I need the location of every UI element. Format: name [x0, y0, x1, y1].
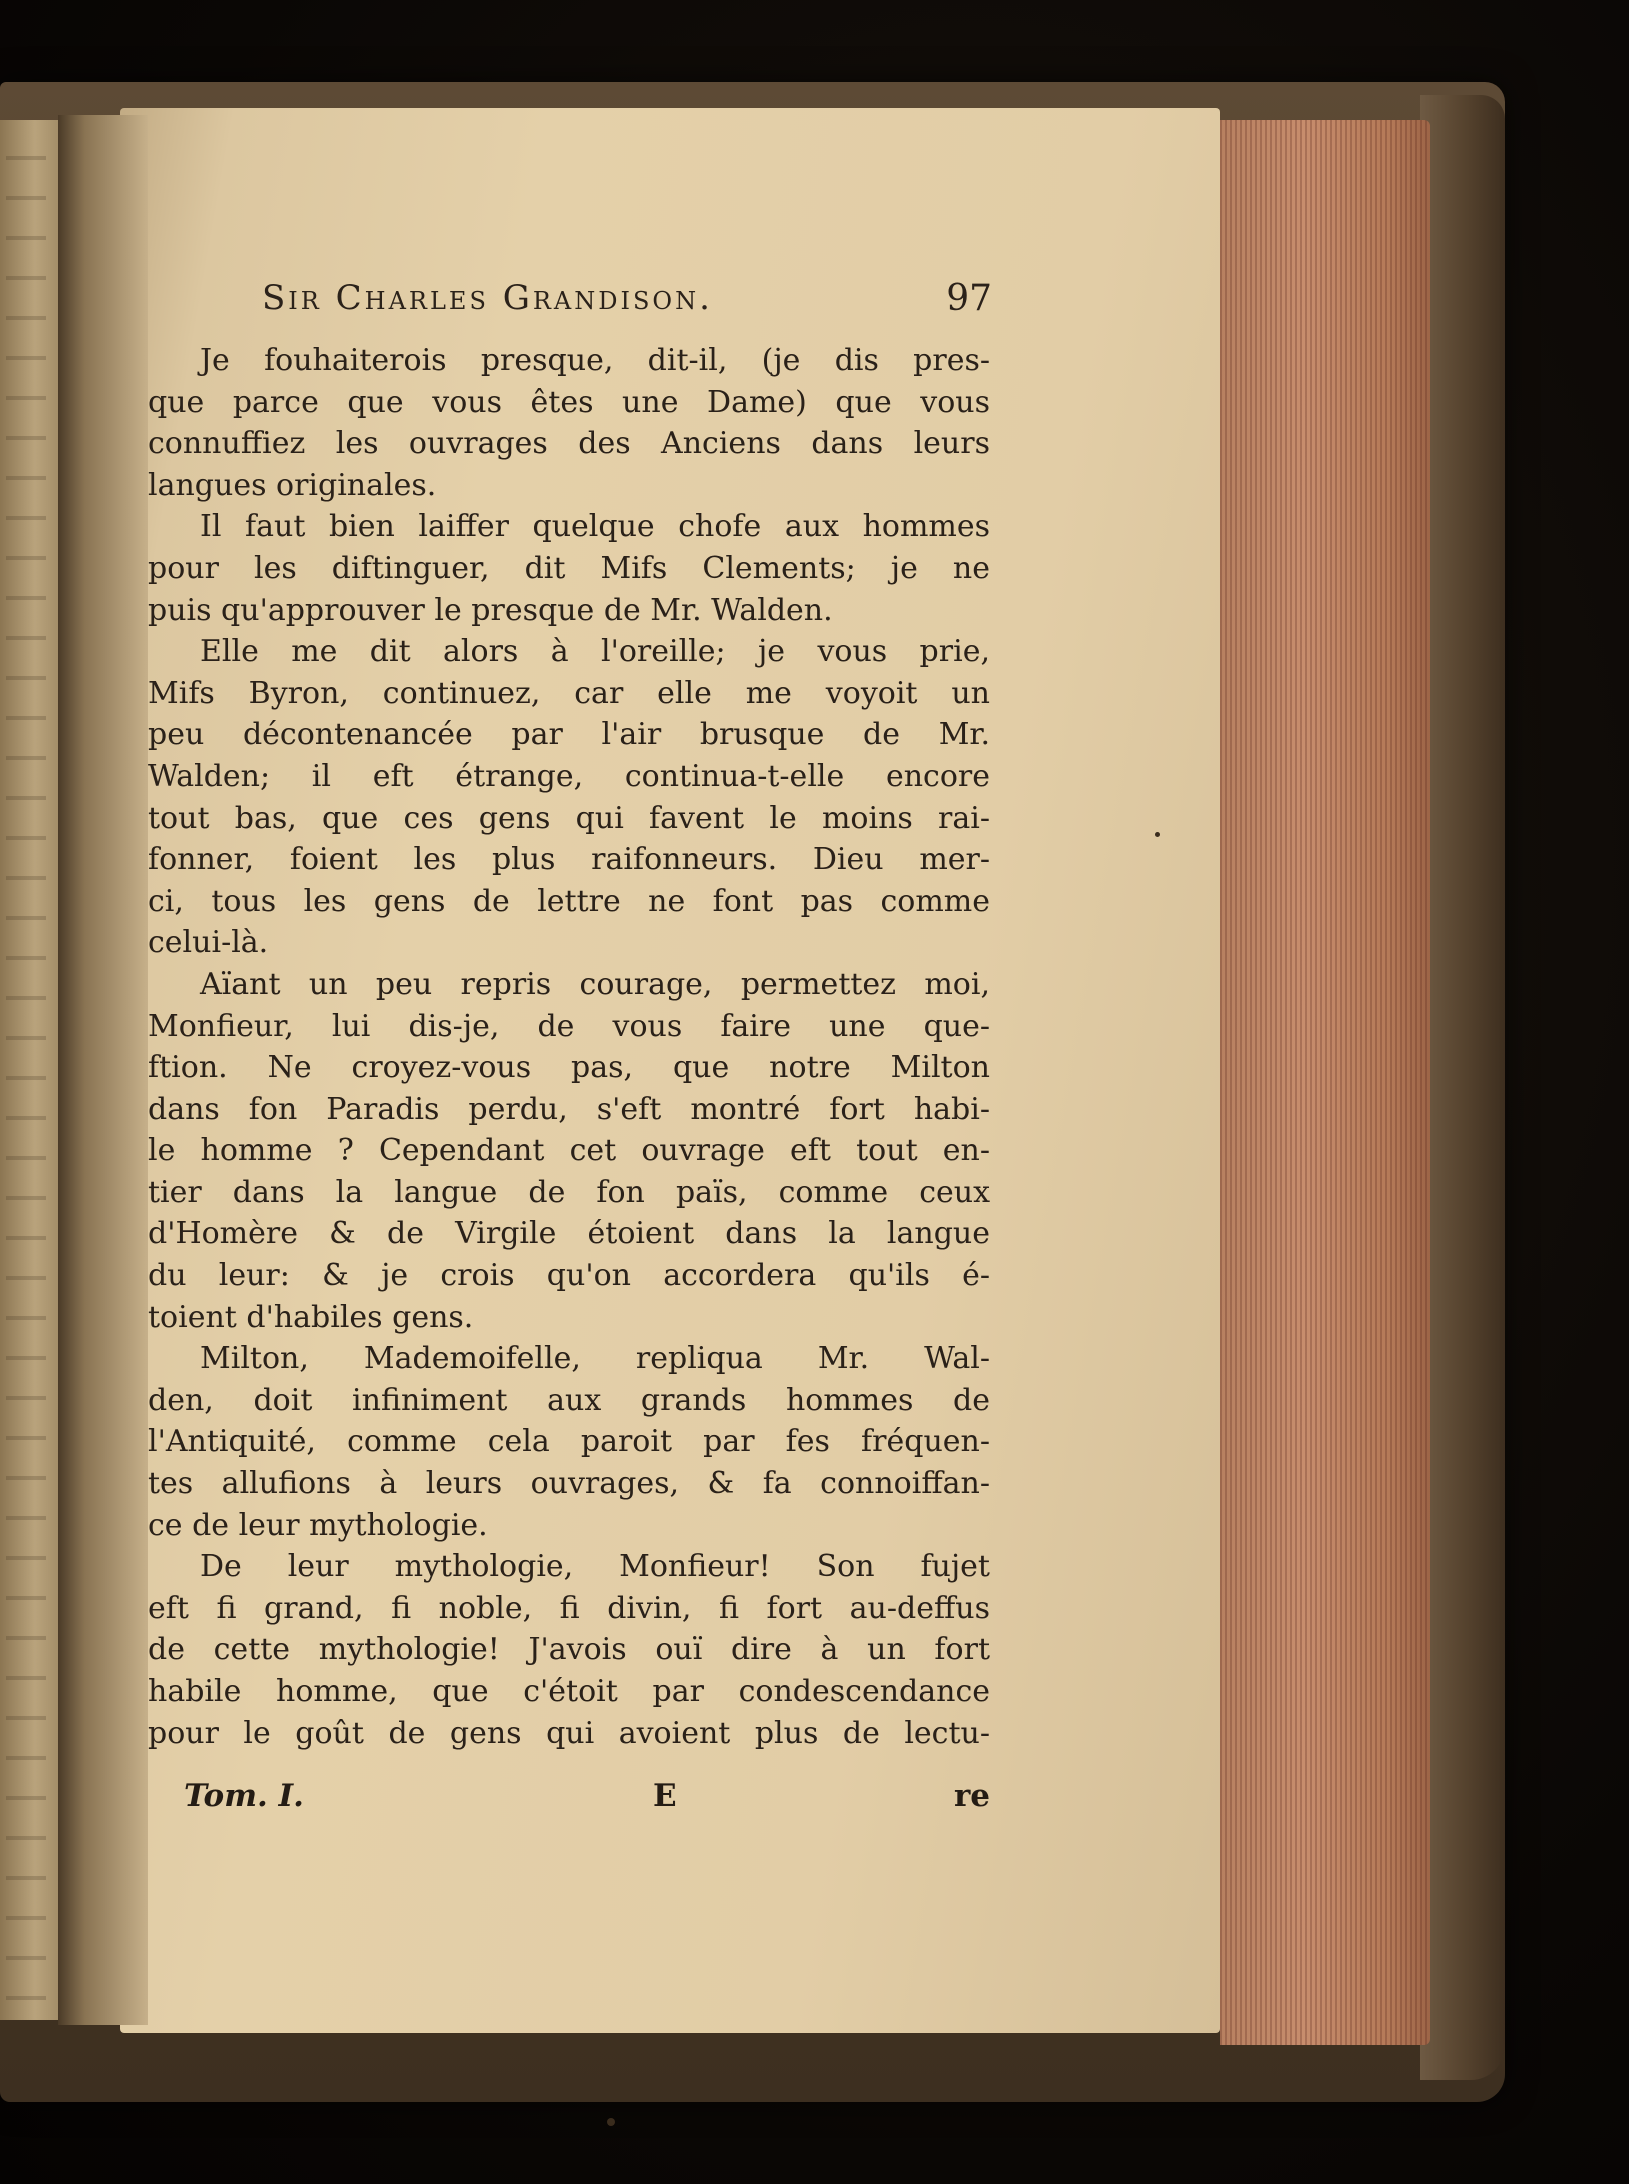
text-line: que parce que vous êtes une Dame) que vous — [148, 384, 990, 420]
text-line: dans fon Paradis perdu, s'eft montré fort habi- — [148, 1091, 990, 1127]
text-line: toient d'habiles gens. — [148, 1299, 474, 1335]
text-line: eft fi grand, fi noble, fi divin, fi fort au-deffus — [148, 1590, 990, 1626]
text-line: tout bas, que ces gens qui favent le moins rai- — [148, 800, 990, 836]
text-line: Il faut bien laiffer quelque chofe aux hommes — [200, 509, 990, 545]
left-page-text-traces — [6, 120, 46, 2020]
text-line: ftion. Ne croyez-vous pas, que notre Milton — [148, 1050, 990, 1086]
running-head — [262, 278, 992, 334]
running-title: Sir Charles Grandison. — [262, 278, 713, 318]
text-line: pour les diftinguer, dit Mifs Clements; je ne — [148, 550, 990, 586]
paper-speck — [607, 2118, 615, 2126]
text-line: le homme ? Cependant cet ouvrage eft tout en- — [148, 1133, 990, 1169]
text-line: Je fouhaiterois presque, dit-il, (je dis pres- — [200, 343, 990, 378]
page-number: 97 — [946, 278, 992, 319]
text-line: tier dans la langue de fon païs, comme ceux — [148, 1174, 990, 1210]
text-line: ci, tous les gens de lettre ne font pas comme — [148, 883, 990, 919]
text-line: Monfieur, lui dis-je, de vous faire une que- — [148, 1008, 990, 1044]
cover-board-edge — [1420, 95, 1505, 2080]
signature-mark: E — [653, 1778, 677, 1814]
text-line: d'Homère & de Virgile étoient dans la langue — [148, 1216, 990, 1252]
text-line: Milton, Mademoifelle, repliqua Mr. Wal- — [200, 1341, 990, 1377]
text-line: Walden; il eft étrange, continua-t-elle encore — [148, 758, 990, 794]
text-line: pour le goût de gens qui avoient plus de lectu- — [148, 1715, 990, 1751]
text-line: ce de leur mythologie. — [148, 1507, 488, 1543]
page-body — [148, 340, 990, 1754]
text-line: Mifs Byron, continuez, car elle me voyoit un — [148, 675, 990, 711]
paper-speck — [1155, 832, 1160, 837]
text-line: fonner, foient les plus raifonneurs. Dieu mer- — [148, 842, 990, 878]
text-line: peu décontenancée par l'air brusque de Mr. — [148, 717, 990, 753]
page-fore-edge — [1220, 120, 1430, 2045]
page-gutter — [58, 115, 148, 2025]
catchword: re — [953, 1778, 990, 1814]
text-line: celui-là. — [148, 925, 269, 961]
text-line: de cette mythologie! J'avois ouï dire à un fort — [148, 1632, 990, 1668]
text-line: langues originales. — [148, 467, 437, 503]
text-line: puis qu'approuver le presque de Mr. Walden. — [148, 592, 833, 628]
text-line: Aïant un peu repris courage, permettez moi, — [200, 966, 990, 1002]
text-line: connuffiez les ouvrages des Anciens dans leurs — [148, 426, 990, 462]
text-line: De leur mythologie, Monfieur! Son fujet — [200, 1549, 990, 1585]
text-line: du leur: & je crois qu'on accordera qu'ils é- — [148, 1258, 990, 1294]
text-line: Elle me dit alors à l'oreille; je vous prie, — [200, 634, 990, 670]
text-line: l'Antiquité, comme cela paroit par fes fréquen- — [148, 1424, 990, 1460]
text-line: den, doit infiniment aux grands hommes de — [148, 1382, 990, 1418]
page-footer — [148, 1778, 990, 1822]
left-page-edge — [0, 120, 60, 2020]
text-line: tes allufions à leurs ouvrages, & fa connoiffan- — [148, 1466, 990, 1502]
volume-signature: Tom. I. — [184, 1778, 304, 1814]
text-line: habile homme, que c'étoit par condescendance — [148, 1674, 990, 1709]
